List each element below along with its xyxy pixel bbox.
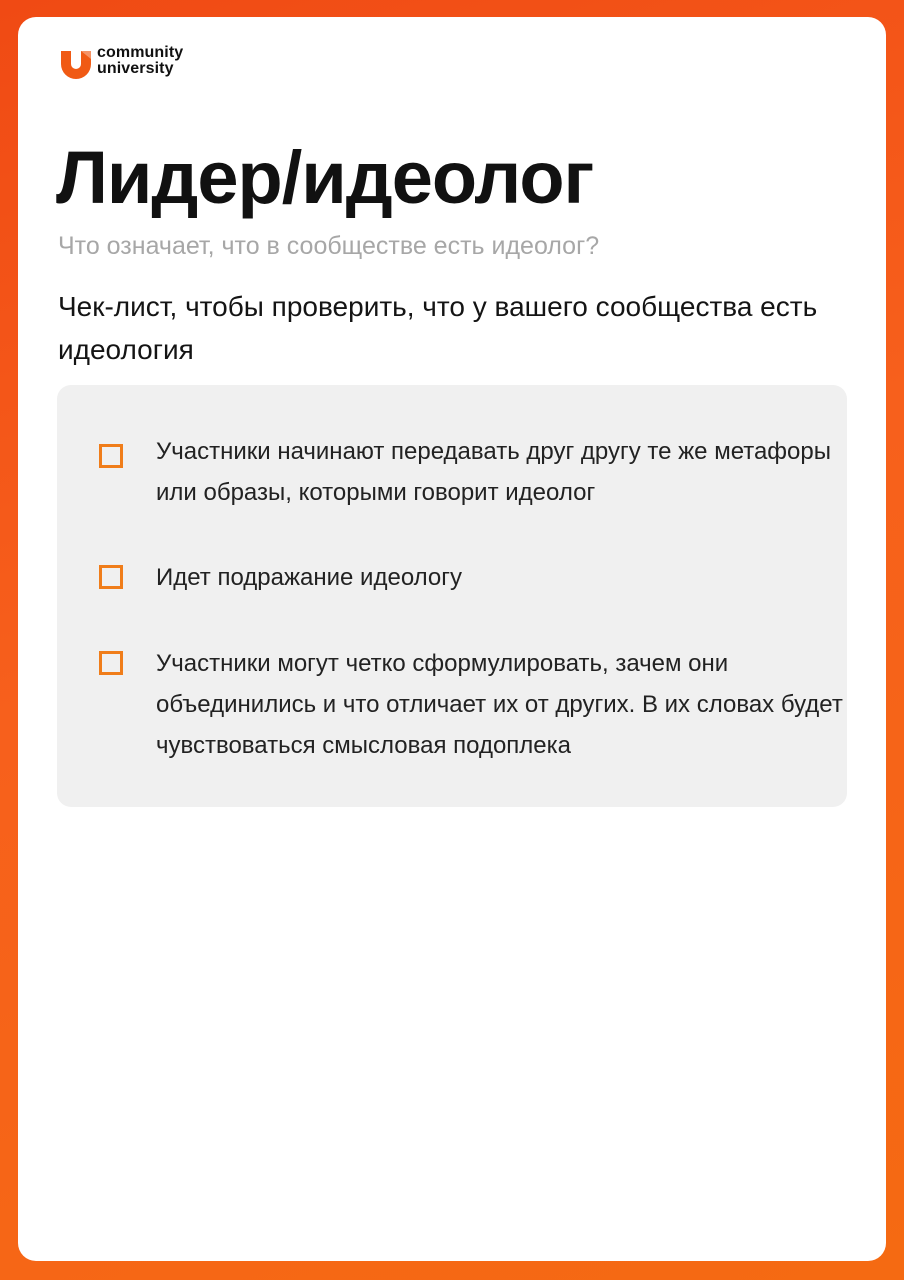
checklist-item-text: Участники начинают передавать друг другу те же метафоры или образы, которыми говорит идеолог — [156, 438, 831, 506]
checklist-panel — [57, 385, 847, 807]
community-university-logo — [59, 45, 219, 85]
checkbox[interactable] — [99, 651, 123, 675]
checkbox[interactable] — [99, 565, 123, 589]
card — [18, 17, 886, 1261]
checkbox[interactable] — [99, 444, 123, 468]
logo-line-2: university — [97, 60, 174, 77]
page-title: Лидер/идеолог — [56, 136, 594, 219]
logo-wordmark — [97, 45, 183, 77]
checklist-item-text: Участники могут четко сформулировать, зачем они объединились и что отличает их от других. В их словах будет чувствоваться смысловая подоплека — [156, 650, 843, 759]
logo-u-icon — [59, 47, 93, 79]
logo-line-1: community — [97, 44, 184, 61]
checklist-item-text: Идет подражание идеологу — [156, 564, 463, 591]
checklist-intro: Чек-лист, чтобы проверить, что у вашего сообщества есть идеология — [58, 291, 818, 365]
page-subtitle: Что означает, что в сообществе есть идеолог? — [58, 232, 600, 260]
